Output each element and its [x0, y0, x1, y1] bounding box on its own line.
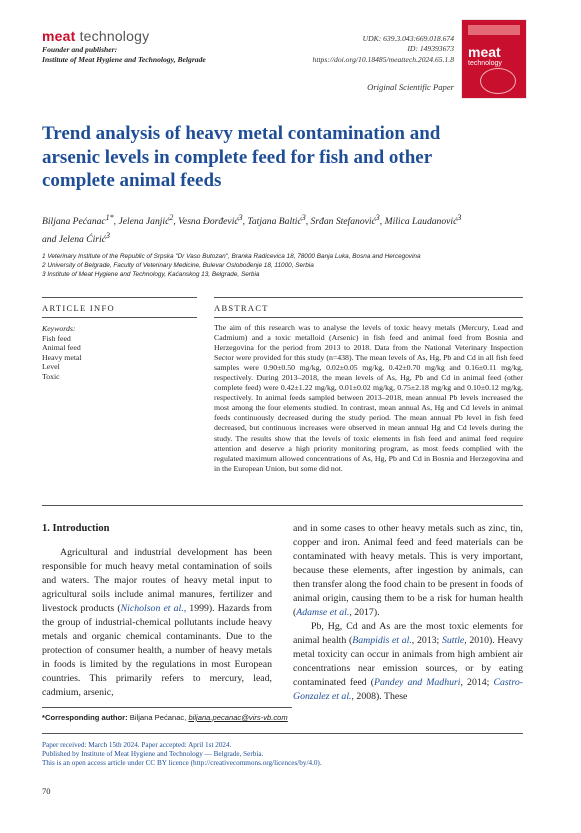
article-title: Trend analysis of heavy metal contamination and arsenic levels in complete feed for fish and other complete animal feeds: [42, 123, 441, 191]
publisher-name: Institute of Meat Hygiene and Technology, Belgrade: [42, 55, 206, 64]
publication-dates: [42, 741, 322, 769]
affiliations: [42, 252, 532, 279]
journal-brand-logo: meat technology: [42, 28, 150, 44]
section-heading-introduction: 1. Introduction: [42, 523, 110, 534]
keyword-item: Level: [42, 362, 60, 372]
intro-paragraph-2: and in some cases to other heavy metals such as zinc, tin, copper and iron. Animal feed and feed materials can be contaminated with heavy metals. This is very important, because these elements, after ingestion by animals, can then transfer along the food chain to be present in foods of animal origin, causing them to be a risk for human health (Adamse et al., 2017).: [293, 523, 523, 618]
footnote-rule: [42, 707, 292, 708]
abstract-text: The aim of this research was to analyse the levels of toxic heavy metals (Mercury, Lead and Cadmium) and a toxic metalloid (Arsenic) in fish feed and animal feed from Bosnia and Herzegovina for the period from 2013 to 2018. Data from the National Veterinary Inspection Sector were provided for this study (n=438). The mean levels of As, Hg, Pb and Cd in all fish feed samples were 0.90±0.50 mg/kg, 0.02±0.05 mg/kg, 0.42±0.70 mg/kg and 0.16±0.11 mg/kg, respectively. During 2013–2018, the mean levels of As, Hg, Pb and Cd in animal feed (other complete feed) were 0.42±1.22 mg/kg, 0.01±0.02 mg/kg, 0.75±2.18 mg/kg and 0.10±0.12 mg/kg, respectively. In animal feeds sampled between 2013–2018, mean annual Pb levels increased the most among the four elements studied. In contrast, mean annual As, Hg and Cd levels in animal feeds continuously decreased during the study period. The mean annual Pb level in fish feed decreased, but continuous increases were observed in mean annual Hg and Cd levels during the study. The results show that the levels of toxic elements in fish feed and animal feed require attention and deserve a high priority monitoring program, as most feeds complied with the regulated maximum allowed concentrations of As, Hg, Pb and Cd in Bosnia and Herzegovina and in the European Union, but some did not.: [214, 323, 523, 473]
intro-paragraph-1: Agricultural and industrial development has been responsible for much heavy metal contamination of soils and waters. The major routes of heavy metal input to agricultural soils include animal manures, fertilizer and livestock products (Nicholson et al., 1999). Hazards from the group of industrial-chemical pollutants include heavy metals and organic chemical contaminants. Due to the protection of consumer health, a number of heavy metals in foods is limited by the regulations in most European countries. This primarily refers to mercury, lead, cadmium, arsenic,: [42, 547, 272, 698]
licence-line[interactable]: This is an open access article under CC BY licence (http://creativecommons.org/licences/by/4.0).: [42, 759, 322, 768]
article-info-top-rule: [42, 297, 197, 298]
keyword-item: Animal feed: [42, 343, 81, 353]
keyword-item: Heavy metal: [42, 352, 82, 362]
intro-right-column: [293, 522, 523, 704]
keywords-block: [42, 324, 82, 382]
abstract-top-rule: [214, 297, 523, 298]
cover-swirl-graphic: [480, 68, 516, 94]
received-accepted-dates: Paper received: March 15th 2024. Paper accepted: April 1st 2024.: [42, 741, 232, 749]
authors-line-2: and Jelena Ćirić$^3$: [42, 231, 110, 246]
footer-rule: [42, 733, 523, 734]
doi-link[interactable]: https://doi.org/10.18485/meattech.2024.65.1.8: [312, 54, 454, 64]
publisher-line: Published by Institute of Meat Hygiene and Technology — Belgrade, Serbia.: [42, 750, 264, 759]
author-list: [42, 211, 512, 247]
abstract-bottom-rule: [42, 505, 523, 506]
keywords-label: Keywords:: [42, 324, 76, 333]
publisher-label: Founder and publisher:: [42, 45, 118, 54]
intro-left-column: [42, 546, 272, 700]
author-email-link[interactable]: biljana.pecanac@virs-vb.com: [188, 713, 288, 722]
article-identifiers: [313, 34, 454, 65]
udk-code: UDK: 639.3.043:669.018.674: [362, 34, 454, 43]
affiliation-1: 1 Veterinary Institute of the Republic of Srpska "Dr Vaso Butozan", Branka Radicevica 18, 78000 Banja Luka, Bosna and Hercegovina: [42, 253, 421, 260]
cover-logo: meat technology: [468, 44, 502, 67]
abstract-rule: [214, 317, 523, 318]
article-id: ID: 149393673: [407, 44, 454, 54]
paper-type-label: Original Scientific Paper: [367, 82, 454, 92]
keyword-item: Fish feed: [42, 333, 71, 343]
abstract-heading: ABSTRACT: [214, 303, 269, 313]
keyword-item: Toxic: [42, 371, 60, 381]
intro-paragraph-3: Pb, Hg, Cd and As are the most toxic elements for animal health (Bampidis et al., 2013; Suttle, 2010). Heavy metal toxicity can occur in animals from high ambient air concentrations near emission sources, or by eating contaminated feed (Pandey and Madhuri, 2014; Castro-Gonzalez et al., 2008). These: [293, 621, 524, 702]
article-info-rule: [42, 317, 197, 318]
page-number: 70: [42, 786, 51, 796]
affiliation-3: 3 Institute of Meat Hygiene and Technology, Kaćanskog 13, Belgrade, Serbia: [42, 271, 260, 278]
cover-band: [468, 25, 520, 35]
corresponding-author-note: *Corresponding author: Biljana Pećanac, biljana.pecanac@virs-vb.com: [42, 713, 288, 722]
authors-line-1: Biljana Pećanac$^{1*}$, Jelena Janjić$^2$, Vesna Đorđević$^3$, Tatjana Baltić$^3$, Srđan Stefanović$^3$, Milica Laudanović$^3$: [42, 213, 462, 228]
affiliation-2: 2 University of Belgrade, Faculty of Veterinary Medicine, Bulevar Oslobođenje 18, 11000, Serbia: [42, 262, 314, 269]
journal-cover-thumbnail: [462, 20, 526, 98]
article-info-heading: ARTICLE INFO: [42, 303, 115, 313]
publisher-info: [42, 45, 206, 65]
